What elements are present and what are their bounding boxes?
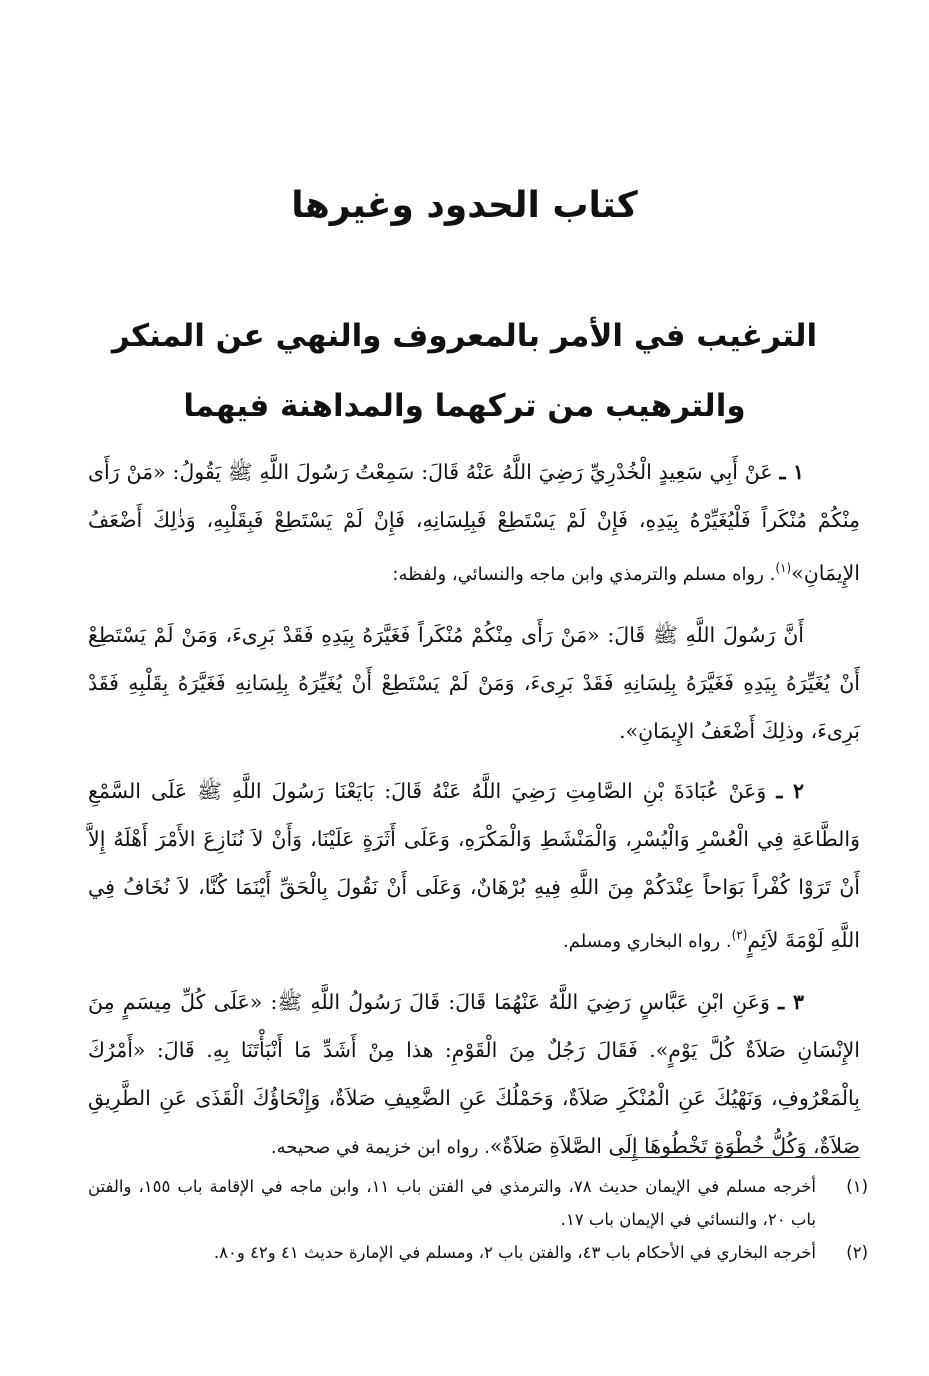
footnote-ref[interactable]: (١) [775,561,792,575]
body-text [88,448,860,1184]
footnote-number: (٢) [846,1243,868,1262]
chapter-title-line-2: والترهيب من تركهما والمداهنة فيهما [183,388,746,424]
footnote-text: أخرجه مسلم في الإيمان حديث ٧٨، والترمذي في الفتن باب ١١، وابن ماجه في الإقامة باب ١٥٥، والفتن باب ٢٠، والنسائي في الإيمان باب ١٧. [88,1177,816,1229]
hadith-number: ٣ ـ [778,989,804,1014]
hadith-source: . رواه البخاري ومسلم. [563,930,732,952]
hadith-1 [88,448,860,599]
footnotes [88,1170,868,1269]
footnote-1 [88,1170,868,1236]
footnote-2 [88,1236,868,1269]
hadith-1-variant [88,611,860,755]
hadith-text: أَنَّ رَسُولَ اللَّهِ ﷺ قَالَ: «مَنْ رَأَى مِنْكُمْ مُنْكَراً فَغَيَّرَهُ بِيَدِهِ فَقَدْ بَرِىءَ، وَمَنْ لَمْ يَسْتَطِعْ أَنْ يُغَيِّرَهُ بِيَدِهِ فَغَيَّرَهُ بِلِسَانِهِ فَقَدْ بَرِىءَ، وَمَنْ لَمْ يَسْتَطِعْ أَنْ يُغَيِّرَهُ بِلِسَانِهِ فَغَيَّرَهُ بِقَلْبِهِ فَقَدْ بَرِىءَ، وذلِكَ أَضْعَفُ الإِيمَانِ». [88,622,860,743]
hadith-text: عَنْ أَبِي سَعِيدٍ الْخُدْرِيِّ رَضِيَ اللَّهُ عَنْهُ قَالَ: سَمِعْتُ رَسُولَ اللَّهِ ﷺ يَقُولُ: «مَنْ رَأَى مِنْكُمْ مُنْكَراً فَلْيُغَيِّرْهُ بِيَدِهِ، فَإِنْ لَمْ يَسْتَطِعْ فَبِلِسَانِهِ، فَإِنْ لَمْ يَسْتَطِعْ فَبِقَلْبِهِ، وَذٰلِكَ أَضْعَفُ الإِيمَانِ» [88,460,860,585]
hadith-2 [88,767,860,966]
footnote-number: (١) [846,1177,868,1196]
hadith-3 [88,978,860,1172]
footnote-text: أخرجه البخاري في الأحكام باب ٤٣، والفتن باب ٢، ومسلم في الإمارة حديث ٤١ و٤٢ و٨٠. [213,1243,816,1262]
hadith-text: وَعَنِ ابْنِ عَبَّاسٍ رَضِيَ اللَّهُ عَنْهُمَا قَالَ: قَالَ رَسُولُ اللَّهِ ﷺ: «عَلَى كُلِّ مِيسَمٍ مِنَ الإِنْسَانِ صَلاَةٌ كُلَّ يَوْمٍ». فَقَالَ رَجُلٌ مِنَ الْقَوْمِ: هذا مِنْ أَشَدِّ مَا أَنْبَأْتَنَا بِهِ. قَالَ: «أَمْرُكَ بِالْمَعْرُوفِ، وَنَهْيُكَ عَنِ الْمُنْكَرِ صَلاَةٌ، وَحَمْلُكَ عَنِ الضَّعِيفِ صَلاَةٌ، وَإِنْحَاؤُكَ الْقَذَى عَنِ الطَّرِيقِ صَلاَةٌ، وَكُلُّ خُطْوَةٍ تَخْطُوهَا إِلَى الصَّلاَةِ صَلاَةٌ» [88,989,860,1158]
hadith-number: ٢ ـ [776,778,804,803]
footnote-divider [620,1157,860,1158]
hadith-source: . رواه مسلم والترمذي وابن ماجه والنسائي، ولفظه: [392,563,776,585]
hadith-text: وَعَنْ عُبَادَةَ بْنِ الصَّامِتِ رَضِيَ اللَّهُ عَنْهُ قَالَ: بَايَعْنَا رَسُولَ اللَّهِ ﷺ عَلَى السَّمْعِ وَالطَّاعَةِ فِي الْعُسْرِ وَالْيُسْرِ، وَالْمَنْشَطِ وَالْمَكْرَهِ، وَعَلَى أَثَرَةٍ عَلَيْنَا، وَأَنْ لاَ نُنَازِعَ الأَمْرَ أَهْلَهُ إِلاَّ أَنْ تَرَوْا كُفْراً بَوَاحاً عِنْدَكُمْ مِنَ اللَّهِ فِيهِ بُرْهَانٌ، وَعَلَى أَنْ نَقُولَ بِالْحَقِّ أَيْنَمَا كُنَّا، لاَ نُخَافُ فِي اللَّهِ لَوْمَةَ لاَئِمٍ [88,778,860,952]
chapter-title-line-1: الترغيب في الأمر بالمعروف والنهي عن المنكر [111,318,818,354]
book-title: كتاب الحدود وغيرها [291,185,638,226]
footnote-ref[interactable]: (٢) [731,927,748,942]
hadith-source: . رواه ابن خزيمة في صحيحه. [270,1136,490,1158]
hadith-number: ١ ـ [779,460,804,484]
